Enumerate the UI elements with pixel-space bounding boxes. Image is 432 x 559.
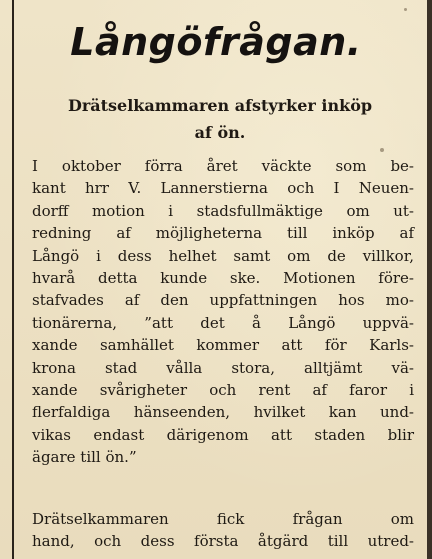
paragraph-line: Långö i dess helhet samt om de villkor, bbox=[32, 246, 414, 265]
column-rule-right bbox=[427, 0, 432, 559]
paragraph-line: Drätselkammaren fick frågan om bbox=[32, 510, 414, 528]
paragraph-line: flerfaldiga hänseenden, hvilket kan und- bbox=[32, 403, 414, 422]
paragraph-line: stafvades af den uppfattningen hos mo- bbox=[32, 291, 414, 310]
paragraph-line: ägare till ön.” bbox=[32, 448, 137, 467]
paragraph-line: kant hrr V. Lannerstierna och I Neuen- bbox=[32, 179, 414, 198]
article-headline: Långöfrågan. bbox=[70, 20, 362, 64]
paragraph-line: tionärerna, ”att det å Långö uppvä- bbox=[32, 313, 414, 332]
subheadline-line-1: Drätselkammaren afstyrker inköp bbox=[67, 96, 373, 115]
article-subheadline bbox=[20, 92, 420, 146]
paragraph-line: dorff motion i stadsfullmäktige om ut- bbox=[32, 201, 414, 220]
paragraph-line: I oktober förra året väckte som be- bbox=[32, 157, 414, 175]
paragraph-line: redning af möjligheterna till inköp af bbox=[32, 224, 414, 243]
paragraph-line: xande samhället kommer att för Karls- bbox=[32, 336, 414, 355]
paragraph-line: krona stad vålla stora, alltjämt vä- bbox=[32, 358, 414, 377]
paragraph-line: hvarå detta kunde ske. Motionen före- bbox=[32, 268, 414, 287]
paragraph-line: xande svårigheter och rent af faror i bbox=[32, 380, 414, 399]
column-rule-left bbox=[12, 0, 14, 559]
subheadline-line-2: af ön. bbox=[194, 123, 246, 142]
print-speck bbox=[380, 148, 384, 152]
article-paragraph-2 bbox=[32, 508, 414, 553]
paragraph-line: vikas endast därigenom att staden blir bbox=[32, 425, 414, 444]
article-paragraph-1 bbox=[32, 155, 414, 468]
paragraph-line: hand, och dess första åtgärd till utred- bbox=[32, 532, 414, 551]
print-speck bbox=[404, 8, 407, 11]
